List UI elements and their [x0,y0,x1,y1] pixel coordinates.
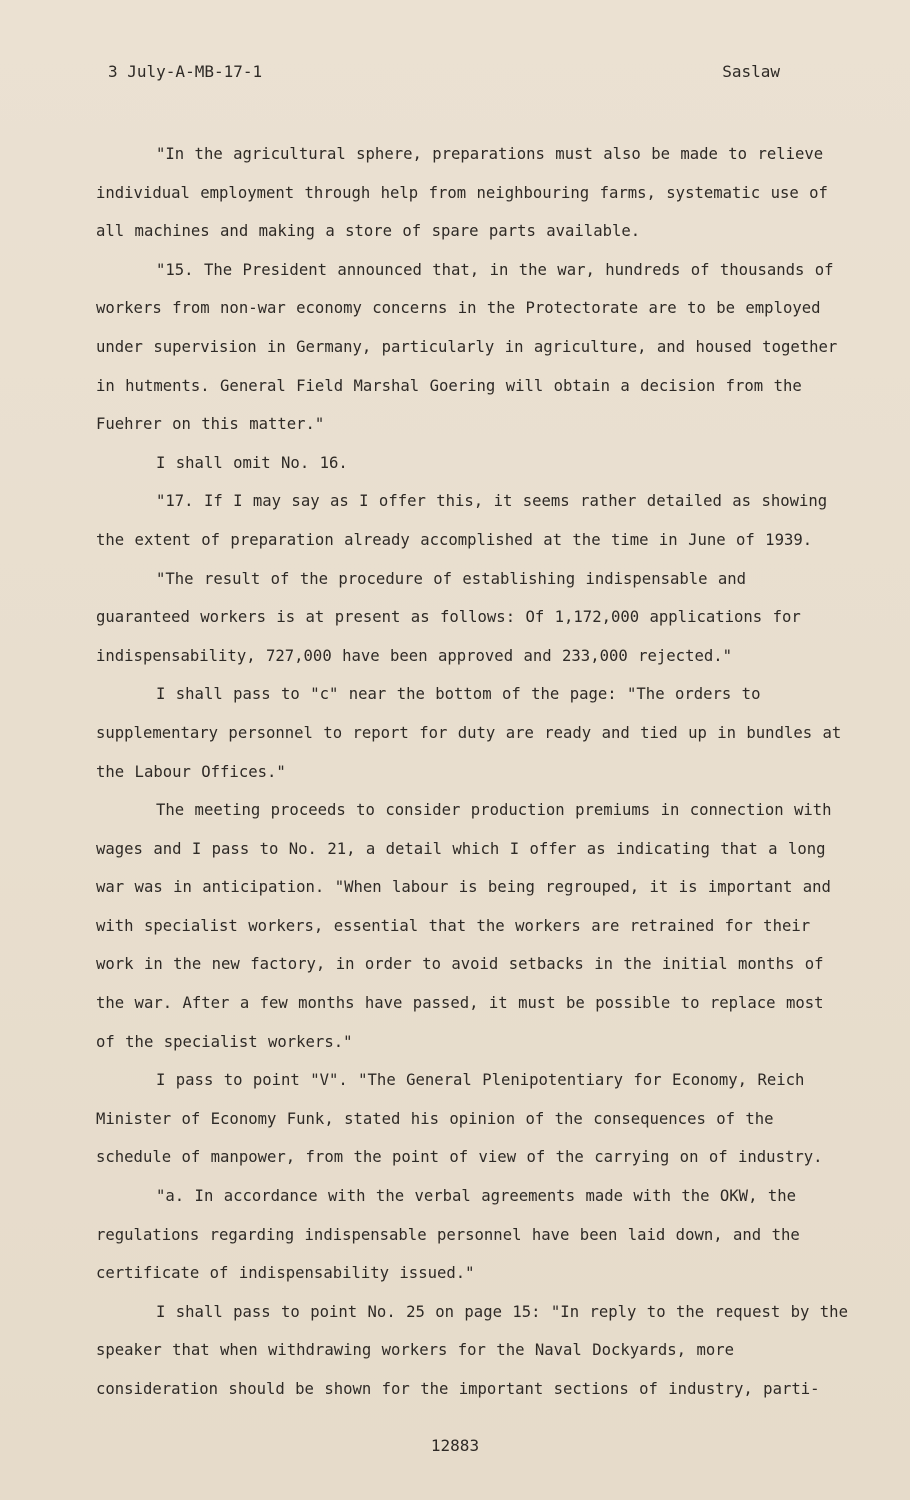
paragraph-omit-16: I shall omit No. 16. [156,453,348,472]
paragraph-result-procedure: "The result of the procedure of establishing indispensable and guaranteed workers is at present as follows: Of 1,172,000 applications for indispensability, 727,000 have been approved and 233,000 rejected." [96,569,801,665]
paragraph-item-17: "17. If I may say as I offer this, it seems rather detailed as showing the extent of preparation already accomplished at the time in June of 1939. [96,492,828,549]
paragraph-item-15: "15. The President announced that, in the war, hundreds of thousands of workers from non-war economy concerns in the Protectorate are to be employed under supervision in Germany, particularly in agriculture, and housed together in hutments. General Field Marshal Goering will obtain a decision from the Fuehrer on this matter." [96,260,838,434]
page-header [108,62,780,86]
speaker-name: Saslaw [722,62,780,81]
paragraph-point-v: I pass to point "V". "The General Plenipotentiary for Economy, Reich Minister of Economy Funk, stated his opinion of the consequences of the schedule of manpower, from the point of view of the carrying on of industry. [96,1071,823,1167]
paragraph-point-c: I shall pass to "c" near the bottom of the page: "The orders to supplementary personnel to report for duty are ready and tied up in bundles at the Labour Offices." [96,685,842,781]
transcript-body [96,135,848,1409]
paragraph-point-25: I shall pass to point No. 25 on page 15: "In reply to the request by the speaker that when withdrawing workers for the Naval Dockyards, more consideration should be shown for the important sections of industry, parti- [96,1302,848,1398]
document-id: 3 July-A-MB-17-1 [108,62,263,81]
page-number: 12883 [430,1436,480,1455]
paragraph-production-premiums: The meeting proceeds to consider production premiums in connection with wages and I pass to No. 21, a detail which I offer as indicating that a long war was in anticipation. "When labour is being regrouped, it is important and with specialist workers, essential that the workers are retrained for their work in the new factory, in order to avoid setbacks in the initial months of the war. After a few months have passed, it must be possible to replace most of the specialist workers." [96,801,832,1051]
paragraph-point-a: "a. In accordance with the verbal agreements made with the OKW, the regulations regarding indispensable personnel have been laid down, and the certificate of indispensability issued." [96,1187,800,1283]
paragraph-agricultural-sphere: "In the agricultural sphere, preparations must also be made to relieve individual employment through help from neighbouring farms, systematic use of all machines and making a store of spare parts available. [96,145,828,241]
